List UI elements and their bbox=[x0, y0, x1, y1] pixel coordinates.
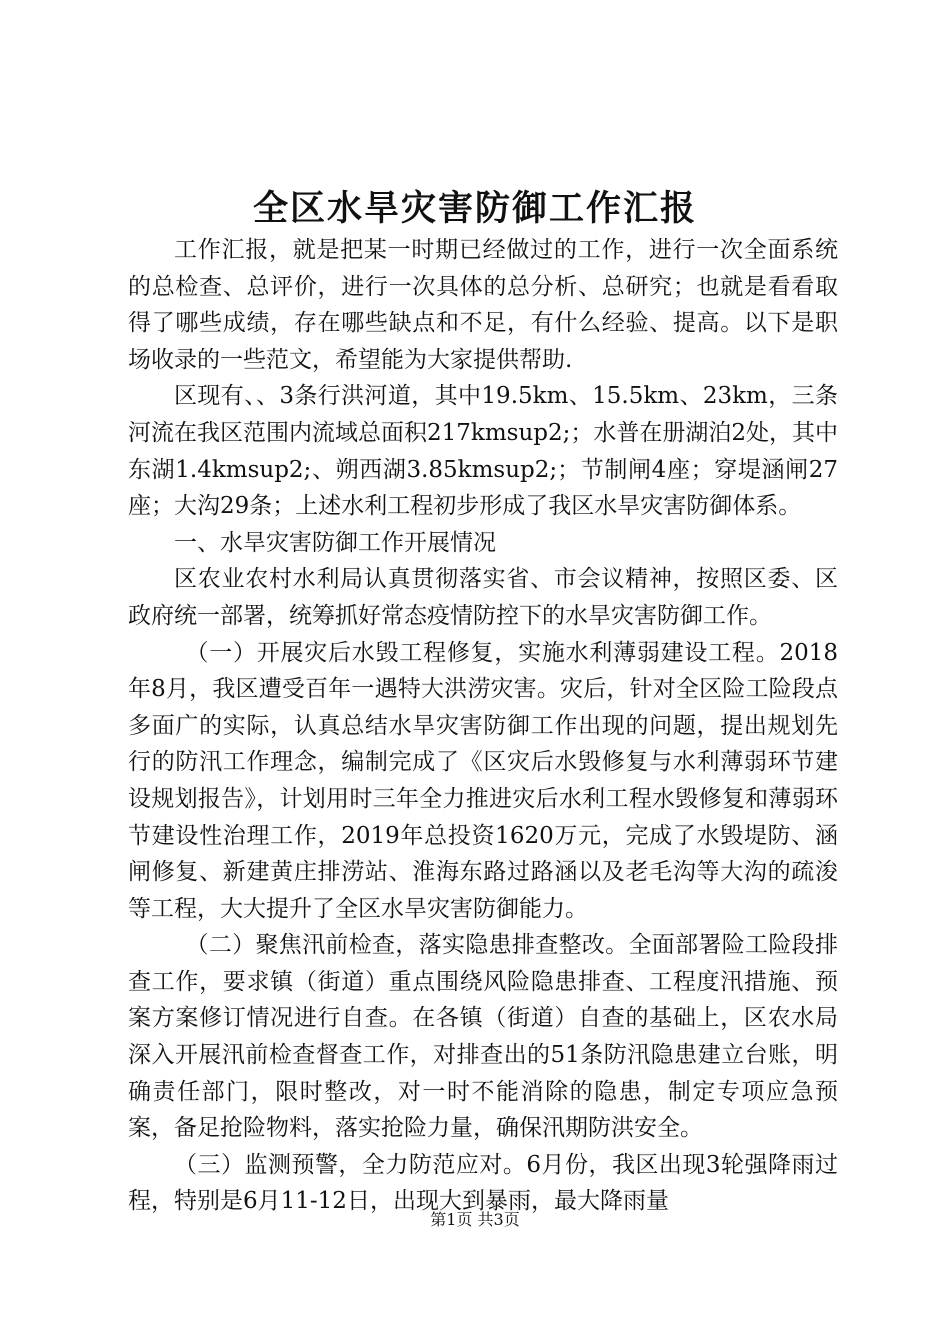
section-intro-paragraph: 区农业农村水利局认真贯彻落实省、市会议精神，按照区委、区政府统一部署，统筹抓好常态疫情防控下的水旱灾害防御工作。 bbox=[128, 566, 838, 629]
document-title: 全区水旱灾害防御工作汇报 bbox=[252, 188, 697, 229]
subsection-1-paragraph: （一）开展灾后水毁工程修复，实施水利薄弱建设工程。2018年8月，我区遭受百年一遇特大洪涝灾害。灾后，针对全区险工险段点多面广的实际，认真总结水旱灾害防御工作出现的问题，提出规划先行的防汛工作理念，编制完成了《区灾后水毁修复与水利薄弱环节建设规划报告》，计划用时三年全力推进灾后水利工程水毁修复和薄弱环节建设性治理工作，2019年总投资1620万元，完成了水毁堤防、涵闸修复、新建黄庄排涝站、淮海东路过路涵以及老毛沟等大沟的疏浚等工程，大大提升了全区水旱灾害防御能力。 bbox=[128, 639, 838, 922]
subsection-2-paragraph: （二）聚焦汛前检查，落实隐患排查整改。全面部署险工险段排查工作，要求镇（街道）重点围绕风险隐患排查、工程度汛措施、预案方案修订情况进行自查。在各镇（街道）自查的基础上，区农水局深入开展汛前检查督查工作，对排查出的51条防汛隐患建立台账，明确责任部门，限时整改，对一时不能消除的隐患，制定专项应急预案，备足抢险物料，落实抢险力量，确保汛期防洪安全。 bbox=[128, 932, 838, 1142]
page-number-footer: 第1页 共3页 bbox=[430, 1210, 520, 1229]
document-body bbox=[128, 232, 838, 1220]
intro-paragraph: 工作汇报，就是把某一时期已经做过的工作，进行一次全面系统的总检查、总评价，进行一次具体的总分析、总研究；也就是看看取得了哪些成绩，存在哪些缺点和不足，有什么经验、提高。以下是职场收录的一些范文，希望能为大家提供帮助. bbox=[128, 237, 838, 373]
subsection-3-paragraph: （三）监测预警，全力防范应对。6月份，我区出现3轮强降雨过程，特别是6月11-12日，出现大到暴雨，最大降雨量 bbox=[128, 1151, 838, 1215]
overview-paragraph: 区现有、、3条行洪河道，其中19.5km、15.5km、23km，三条河流在我区范围内流域总面积217kmsup2;；水普在册湖泊2处，其中东湖1.4kmsup2;、朔西湖3.85kmsup2;；节制闸4座；穿堤涵闸27座；大沟29条；上述水利工程初步形成了我区水旱灾害防御体系。 bbox=[128, 383, 839, 520]
section-heading: 一、水旱灾害防御工作开展情况 bbox=[174, 529, 496, 556]
